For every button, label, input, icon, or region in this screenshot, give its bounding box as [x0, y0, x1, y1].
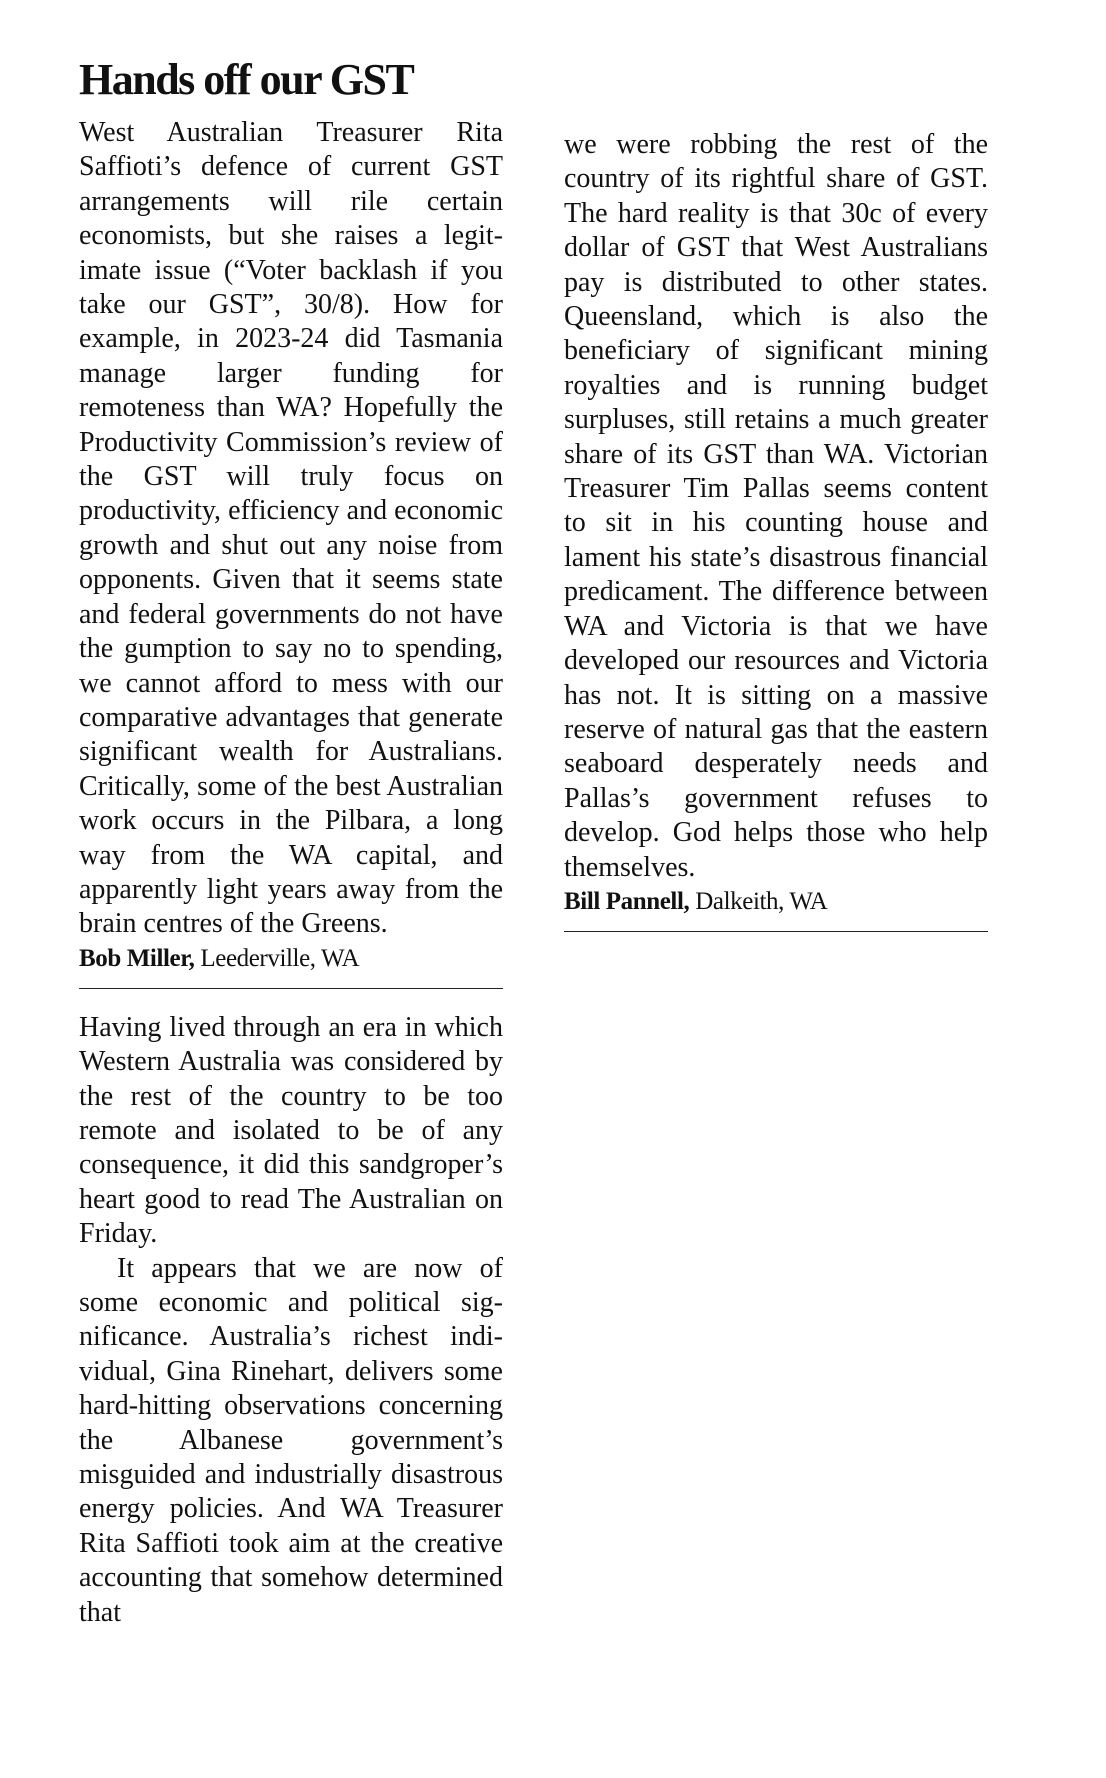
right-column [564, 128, 988, 932]
letter-signature [79, 942, 503, 976]
letter-bill-pannell-part-1 [79, 1011, 503, 1630]
author-location: Dalkeith, WA [695, 887, 828, 915]
left-column [79, 116, 503, 1630]
letter-bill-pannell-part-2 [564, 128, 988, 919]
letter-paragraph: It appears that we are now of some economic and political significance. Australia’s richest individual, Gina Rinehart, delivers some hard-hitting observations concerning the Albanese government’s misguided and industrially disastrous energy policies. And WA Treasurer Rita Saffioti took aim at the creative accounting that somehow determined that [79, 1252, 503, 1628]
letter-paragraph-continued: we were robbing the rest of the country of its rightful share of GST. The hard reality is that 30c of every dollar of GST that West Australians pay is distributed to other states. Queensland, which is also the beneficiary of significant mining royalties and is running budget surpluses, still retains a much greater share of its GST than WA. Victorian Treasurer Tim Pallas seems content to sit in his counting house and lament his state’s disastrous financial predicament. The difference between WA and Victoria is that we have developed our resources and Victoria has not. It is sitting on a massive reserve of natural gas that the eastern seaboard desperately needs and Pallas’s government refuses to develop. God helps those who help themselves. [564, 129, 988, 883]
letter-bob-miller [79, 116, 503, 976]
letter-divider [564, 931, 988, 932]
letter-paragraph: Having lived through an era in which Western Australia was considered by the rest of the country to be too remote and isolated to be of any consequence, it did this sandgroper’s heart good to read The Australian on Friday. [79, 1011, 503, 1250]
headline: Hands off our GST [79, 55, 414, 104]
letter-paragraph: West Australian Treasurer Rita Saffioti’s defence of current GST arrangements will rile certain economists, but she raises a legitimate issue (“Voter backlash if you take our GST”, 30/8). How for example, in 2023-24 did Tasmania manage larger funding for remoteness than WA? Hopefully the Productivity Commission’s review of the GST will truly focus on productivity, efficiency and economic growth and shut out any noise from opponents. Given that it seems state and federal governments do not have the gumption to say no to spending, we cannot afford to mess with our comparative advantages that generate significant wealth for Australians. Critically, some of the best Australian work occurs in the Pilbara, a long way from the WA capital, and apparently light years away from the brain centres of the Greens. [79, 117, 503, 940]
author-name: Bob Miller, [79, 944, 195, 972]
author-name: Bill Pannell, [564, 887, 690, 915]
letter-divider [79, 988, 503, 989]
author-location: Leederville, WA [200, 944, 360, 972]
letter-signature [564, 885, 988, 919]
